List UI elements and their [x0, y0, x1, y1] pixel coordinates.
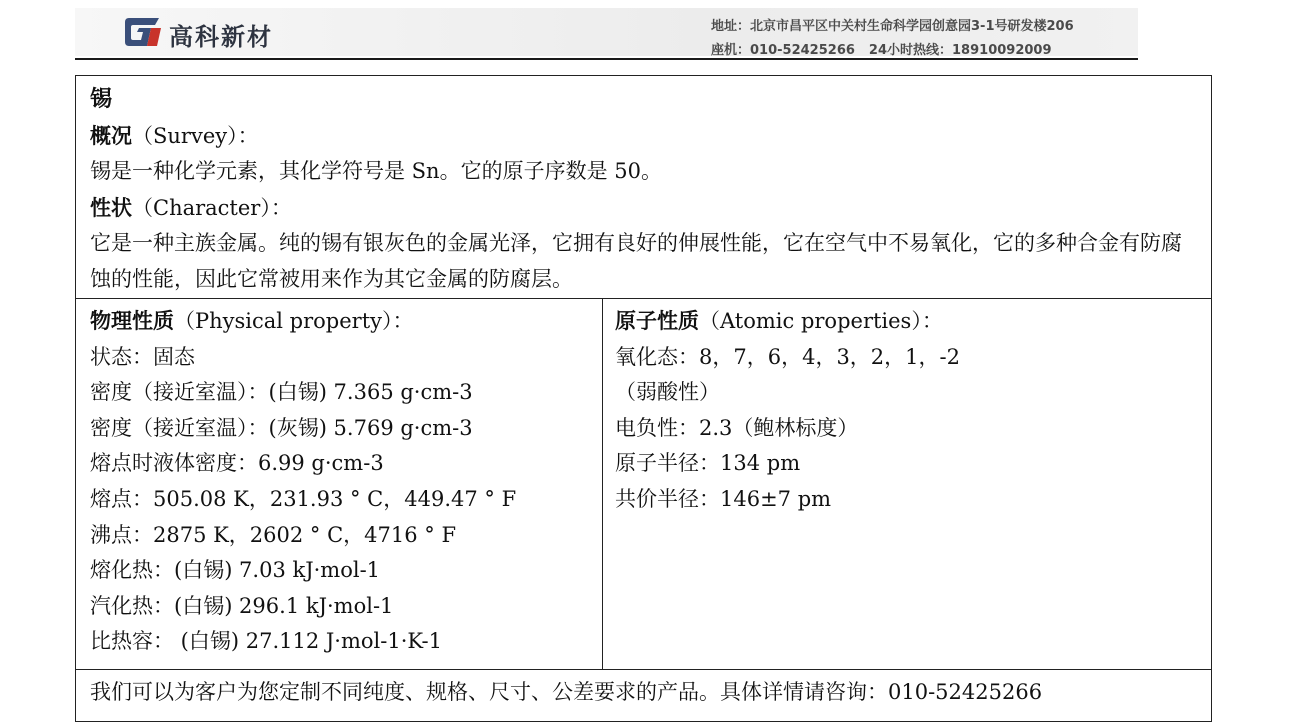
company-logo-icon: [121, 16, 163, 48]
physical-line: 汽化热：(白锡) 296.1 kJ·mol-1: [90, 593, 394, 618]
physical-heading: [90, 303, 594, 340]
physical-line: 密度（接近室温）：(灰锡) 5.769 g·cm-3: [90, 415, 473, 440]
hotline-number: 18910092009: [952, 43, 1052, 58]
atomic-line: 电负性：2.3（鲍林标度）: [615, 415, 859, 440]
header-divider: [75, 58, 1138, 60]
hotline-label: 24小时热线：: [868, 43, 953, 58]
survey-heading: [90, 118, 1201, 155]
survey-title: 概况: [90, 122, 132, 148]
physical-line: 熔点：505.08 K，231.93 ° C，449.47 ° F: [90, 486, 517, 511]
physical-line: 状态：固态: [90, 344, 195, 369]
physical-line: 比热容： (白锡) 27.112 J·mol-1·K-1: [90, 629, 443, 654]
atomic-property-cell: [603, 299, 1212, 670]
character-heading: [90, 190, 1201, 227]
physical-line: 熔点时液体密度：6.99 g·cm-3: [90, 451, 384, 476]
phone-number: 010-52425266: [750, 43, 855, 58]
brand-name: 高科新材: [169, 23, 273, 51]
character-title-en: （Character）：: [132, 195, 292, 220]
physical-line: 密度（接近室温）：(白锡) 7.365 g·cm-3: [90, 380, 473, 405]
physical-title-en: （Physical property）：: [174, 309, 414, 333]
overview-cell: [76, 76, 1212, 299]
character-text: 它是一种主族金属。纯的锡有银灰色的金属光泽，它拥有良好的伸展性能，它在空气中不易氧化，它的多种合金有防腐蚀的性能，因此它常被用来作为其它金属的防腐层。: [90, 231, 1182, 291]
atomic-heading: [615, 303, 1203, 340]
phone-line: [711, 39, 1052, 58]
atomic-line: 原子半径：134 pm: [615, 451, 801, 476]
character-title: 性状: [90, 194, 132, 220]
page-header: [75, 8, 1138, 56]
atomic-line: （弱酸性）: [615, 380, 720, 405]
phone-label: 座机：: [711, 43, 751, 58]
footer-cell: [76, 670, 1212, 722]
address-label: 地址：: [711, 19, 751, 34]
survey-title-en: （Survey）：: [132, 123, 259, 148]
spec-table: [75, 75, 1212, 722]
atomic-title-en: （Atomic properties）：: [699, 309, 943, 333]
physical-line: 沸点：2875 K，2602 ° C，4716 ° F: [90, 522, 457, 547]
address-text: 北京市昌平区中关村生命科学园创意园3-1号研发楼206: [750, 19, 1074, 34]
atomic-title: 原子性质: [615, 308, 699, 333]
atomic-line: 氧化态：8，7，6，4，3，2，1，-2: [615, 344, 960, 369]
physical-line: 熔化热：(白锡) 7.03 kJ·mol-1: [90, 558, 381, 583]
element-name: 锡: [90, 86, 113, 112]
survey-text: 锡是一种化学元素，其化学符号是 Sn。它的原子序数是 50。: [90, 159, 662, 184]
atomic-line: 共价半径：146±7 pm: [615, 486, 832, 511]
physical-title: 物理性质: [90, 308, 174, 333]
address-line: [711, 15, 1074, 34]
footer-text: 我们可以为客户为您定制不同纯度、规格、尺寸、公差要求的产品。具体详情请咨询：010-52425266: [90, 680, 1043, 704]
physical-property-cell: [76, 299, 603, 670]
